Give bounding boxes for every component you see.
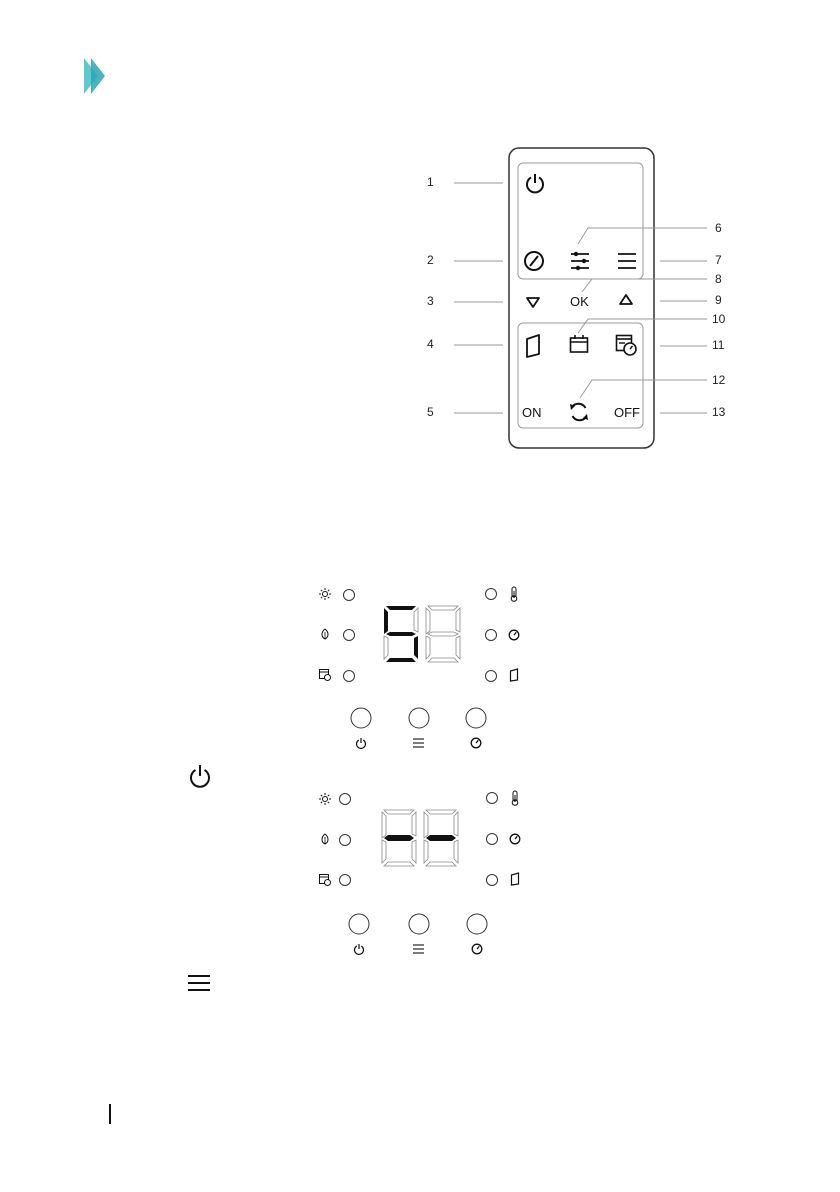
led-indicator: [484, 628, 498, 642]
ok-button[interactable]: OK: [570, 294, 589, 309]
triangle-up-icon[interactable]: [618, 293, 634, 307]
schedule-timer-icon[interactable]: [615, 334, 637, 356]
display-digit-2: [424, 810, 458, 866]
led-indicator: [484, 669, 498, 683]
led-indicator: [342, 588, 356, 602]
led-indicator: [485, 791, 499, 805]
callout-8: 8: [715, 272, 722, 286]
thermometer-icon: [509, 586, 519, 602]
door-icon: [509, 668, 519, 682]
seven-segment-display: [381, 809, 461, 867]
panel-button[interactable]: [408, 913, 430, 935]
thermometer-icon: [510, 790, 520, 806]
panel-button[interactable]: [350, 707, 372, 729]
panel-button[interactable]: [348, 913, 370, 935]
timer-icon: [471, 943, 483, 955]
off-button[interactable]: OFF: [614, 405, 640, 420]
panel-button[interactable]: [466, 913, 488, 935]
display-digit-1: [382, 810, 416, 866]
led-indicator: [338, 833, 352, 847]
calendar-icon[interactable]: [569, 334, 589, 354]
leaf-icon: [320, 833, 330, 845]
leaf-icon: [320, 628, 330, 640]
callout-3: 3: [427, 294, 434, 308]
door-icon: [510, 872, 520, 886]
callout-5: 5: [427, 405, 434, 419]
led-indicator: [484, 587, 498, 601]
callout-2: 2: [427, 253, 434, 267]
power-icon: [353, 943, 365, 955]
menu-icon: [413, 944, 424, 954]
timer-icon[interactable]: [523, 250, 545, 272]
timer-icon: [509, 833, 521, 845]
callout-7: 7: [715, 253, 722, 267]
power-icon: [355, 737, 367, 749]
door-icon[interactable]: [524, 334, 542, 358]
callout-12: 12: [712, 373, 726, 387]
sun-icon: [319, 588, 331, 600]
sync-icon[interactable]: [568, 401, 590, 423]
led-indicator: [485, 873, 499, 887]
callout-1: 1: [427, 175, 434, 189]
callout-9: 9: [715, 293, 722, 307]
schedule-timer-icon: [319, 669, 331, 681]
timer-icon: [470, 737, 482, 749]
power-icon[interactable]: [524, 172, 546, 194]
panel-button[interactable]: [465, 707, 487, 729]
triangle-down-icon[interactable]: [525, 295, 541, 309]
callout-6: 6: [715, 221, 722, 235]
led-indicator: [338, 873, 352, 887]
panel-button[interactable]: [408, 707, 430, 729]
display-digit-1: [384, 606, 418, 662]
led-indicator: [485, 832, 499, 846]
on-button[interactable]: ON: [522, 405, 542, 420]
menu-icon: [187, 974, 211, 992]
menu-icon[interactable]: [617, 251, 637, 271]
power-icon: [188, 763, 212, 789]
timer-icon: [508, 629, 520, 641]
callout-4: 4: [427, 337, 434, 351]
sun-icon: [319, 793, 331, 805]
seven-segment-display: [383, 605, 463, 663]
callout-13: 13: [712, 405, 726, 419]
schedule-timer-icon: [319, 874, 331, 886]
led-indicator: [342, 669, 356, 683]
callout-10: 10: [712, 312, 726, 326]
led-indicator: [342, 628, 356, 642]
display-digit-2: [426, 606, 460, 662]
page-margin-bar: [109, 1104, 111, 1124]
led-indicator: [338, 792, 352, 806]
sliders-icon[interactable]: [570, 251, 590, 271]
menu-icon: [413, 738, 424, 748]
callout-11: 11: [712, 338, 725, 352]
